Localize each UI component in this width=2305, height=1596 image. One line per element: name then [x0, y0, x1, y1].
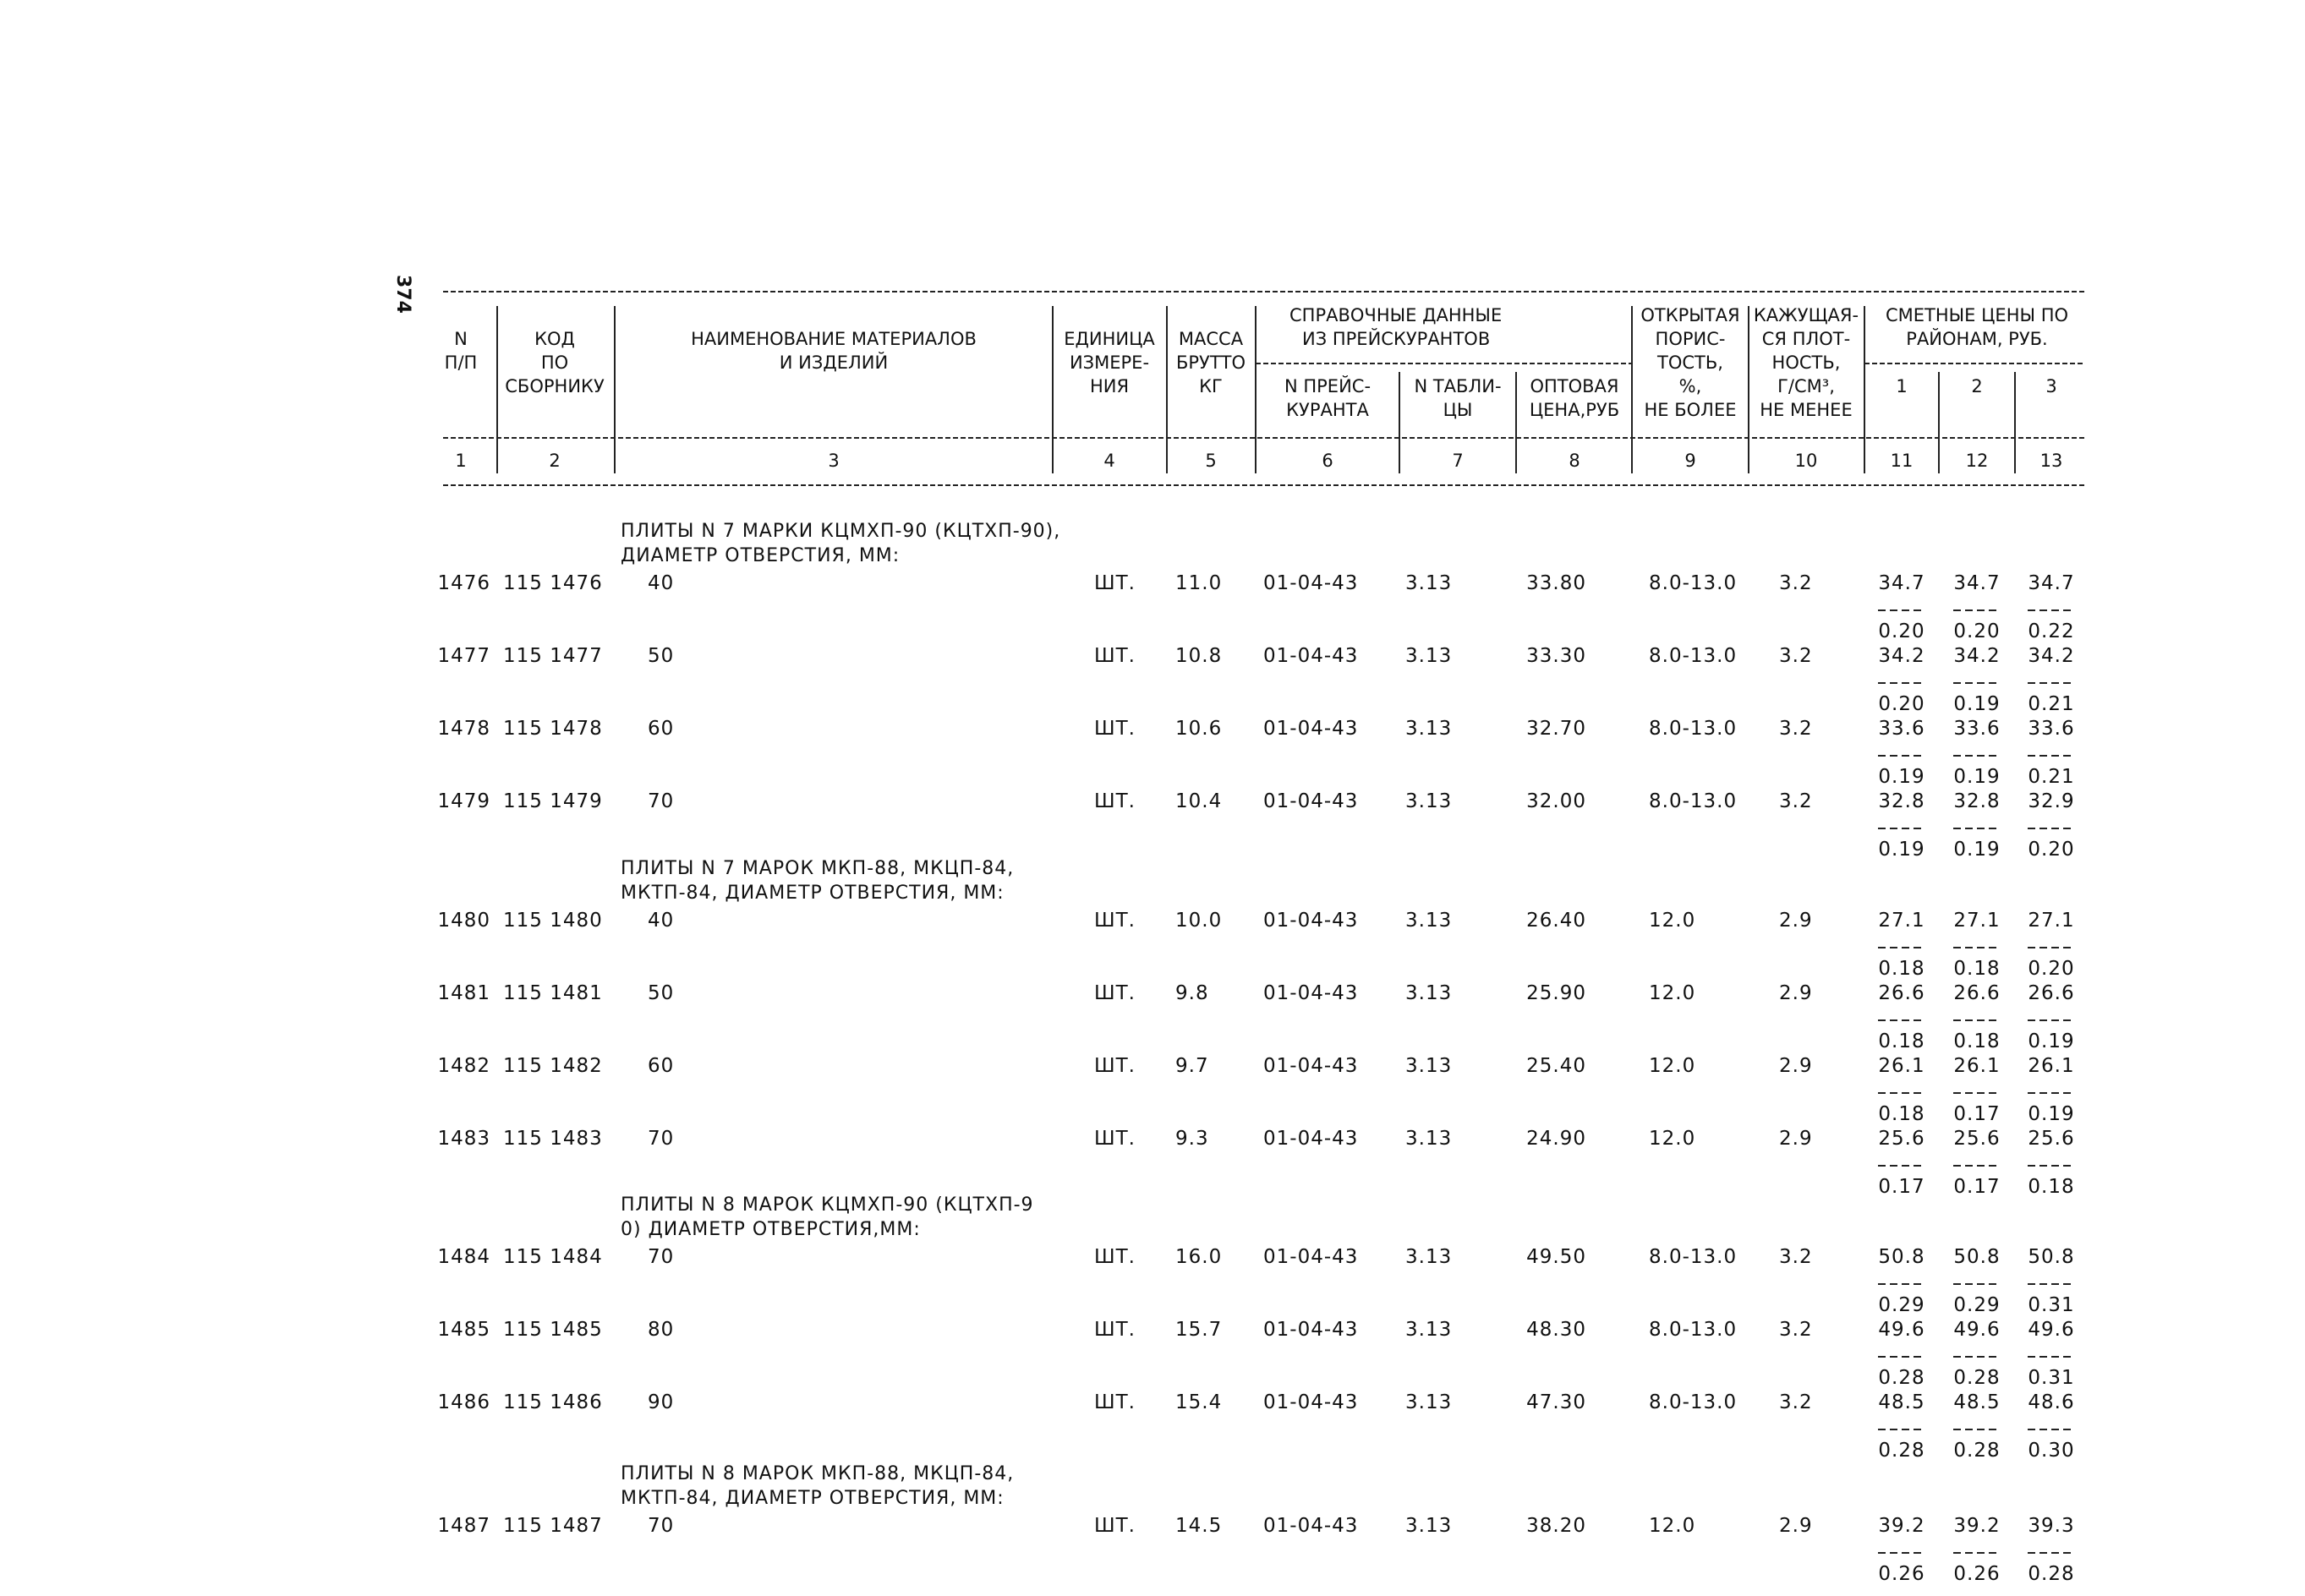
- hdr-col10-line3: НОСТЬ,: [1771, 353, 1841, 373]
- hdr-prices-group-line1: СМЕТНЫЕ ЦЕНЫ ПО: [1885, 305, 2069, 325]
- row-table-number: 3.13: [1405, 572, 1453, 594]
- row-wholesale-price: 26.40: [1526, 910, 1586, 932]
- row-region-sub-3: 0.30: [2028, 1440, 2075, 1462]
- row-table-number: 3.13: [1405, 1055, 1453, 1077]
- row-mass: 10.4: [1175, 790, 1223, 812]
- hdr-col9-line2: ПОРИС-: [1655, 329, 1726, 349]
- row-code: 115 1481: [503, 982, 603, 1004]
- row-unit: ШТ.: [1094, 572, 1136, 594]
- row-name: 80: [648, 1319, 675, 1341]
- row-table-number: 3.13: [1405, 1319, 1453, 1341]
- row-porosity: 8.0-13.0: [1649, 718, 1738, 740]
- hdr-col4-line2: ИЗМЕРЕ-: [1069, 353, 1150, 373]
- row-region-sub-2: 0.19: [1953, 839, 2001, 861]
- section-title-line2: МКТП-84, ДИАМЕТР ОТВЕРСТИЯ, ММ:: [621, 1488, 1005, 1509]
- row-region-sub-2: 0.19: [1953, 693, 2001, 715]
- row-table-number: 3.13: [1405, 790, 1453, 812]
- row-price-list: 01-04-43: [1263, 1055, 1359, 1077]
- hdr-col9-line3: ТОСТЬ,: [1657, 353, 1723, 373]
- hdr-ref-group-line2: ИЗ ПРЕЙСКУРАНТОВ: [1302, 329, 1491, 349]
- row-price-list: 01-04-43: [1263, 645, 1359, 667]
- row-porosity: 12.0: [1649, 982, 1696, 1004]
- row-code: 115 1478: [503, 718, 603, 740]
- row-wholesale-price: 48.30: [1526, 1319, 1586, 1341]
- row-region-price-2: 25.6: [1953, 1128, 2001, 1150]
- row-region-sub-3: 0.21: [2028, 766, 2075, 788]
- row-code: 115 1477: [503, 645, 603, 667]
- row-region-price-3: 39.3: [2028, 1515, 2075, 1537]
- colnum-5: 5: [1205, 451, 1217, 471]
- row-number: 1485: [437, 1319, 490, 1341]
- row-density: 2.9: [1779, 982, 1813, 1004]
- row-table-number: 3.13: [1405, 982, 1453, 1004]
- row-unit: ШТ.: [1094, 1391, 1136, 1413]
- row-mass: 11.0: [1175, 572, 1223, 594]
- row-wholesale-price: 32.00: [1526, 790, 1586, 812]
- row-density: 2.9: [1779, 1515, 1813, 1537]
- row-region-sub-1: 0.28: [1878, 1367, 1925, 1389]
- row-density: 3.2: [1779, 718, 1813, 740]
- colnum-1: 1: [455, 451, 467, 471]
- row-region-sub-2: 0.18: [1953, 958, 2001, 980]
- hdr-col6-line2: КУРАНТА: [1286, 400, 1369, 420]
- row-name: 70: [648, 1246, 675, 1268]
- row-wholesale-price: 25.90: [1526, 982, 1586, 1004]
- hdr-col4-line3: НИЯ: [1089, 376, 1130, 396]
- row-region-sub-2: 0.28: [1953, 1367, 2001, 1389]
- row-region-price-1: 34.7: [1878, 572, 1925, 594]
- row-price-list: 01-04-43: [1263, 1391, 1359, 1413]
- row-name: 60: [648, 718, 675, 740]
- row-porosity: 12.0: [1649, 910, 1696, 932]
- row-table-number: 3.13: [1405, 1515, 1453, 1537]
- row-wholesale-price: 24.90: [1526, 1128, 1586, 1150]
- row-region-price-2: 48.5: [1953, 1391, 2001, 1413]
- row-unit: ШТ.: [1094, 1515, 1136, 1537]
- row-region-price-3: 49.6: [2028, 1319, 2075, 1341]
- colnum-2: 2: [549, 451, 561, 471]
- row-price-list: 01-04-43: [1263, 790, 1359, 812]
- row-region-price-3: 25.6: [2028, 1128, 2075, 1150]
- row-density: 2.9: [1779, 910, 1813, 932]
- row-density: 3.2: [1779, 645, 1813, 667]
- row-region-sub-2: 0.29: [1953, 1294, 2001, 1316]
- row-region-price-2: 49.6: [1953, 1319, 2001, 1341]
- row-number: 1476: [437, 572, 490, 594]
- row-region-sub-1: 0.18: [1878, 1103, 1925, 1125]
- row-wholesale-price: 32.70: [1526, 718, 1586, 740]
- row-wholesale-price: 38.20: [1526, 1515, 1586, 1537]
- row-region-price-1: 32.8: [1878, 790, 1925, 812]
- row-region-sub-3: 0.28: [2028, 1563, 2075, 1585]
- row-region-price-2: 27.1: [1953, 910, 2001, 932]
- page-number: 374: [392, 275, 413, 314]
- row-region-price-1: 50.8: [1878, 1246, 1925, 1268]
- colnum-10: 10: [1794, 451, 1818, 471]
- row-name: 40: [648, 910, 675, 932]
- row-unit: ШТ.: [1094, 1055, 1136, 1077]
- hdr-col10-line5: НЕ МЕНЕЕ: [1760, 400, 1853, 420]
- row-unit: ШТ.: [1094, 982, 1136, 1004]
- hdr-col1-line1: N: [454, 329, 468, 349]
- row-region-sub-3: 0.31: [2028, 1294, 2075, 1316]
- section-title-line1: ПЛИТЫ N 7 МАРОК МКП-88, МКЦП-84,: [621, 858, 1015, 879]
- row-region-sub-3: 0.31: [2028, 1367, 2075, 1389]
- row-porosity: 12.0: [1649, 1515, 1696, 1537]
- row-region-price-3: 34.2: [2028, 645, 2075, 667]
- row-name: 70: [648, 790, 675, 812]
- colnum-13: 13: [2039, 451, 2063, 471]
- hdr-col10-line4: Г/СМ³,: [1777, 376, 1835, 396]
- row-region-price-1: 26.1: [1878, 1055, 1925, 1077]
- row-number: 1477: [437, 645, 490, 667]
- colnum-7: 7: [1452, 451, 1464, 471]
- hdr-col3-line1: НАИМЕНОВАНИЕ МАТЕРИАЛОВ: [691, 329, 977, 349]
- row-unit: ШТ.: [1094, 718, 1136, 740]
- hdr-col5-line1: МАССА: [1178, 329, 1244, 349]
- row-mass: 10.8: [1175, 645, 1223, 667]
- section-title-line1: ПЛИТЫ N 8 МАРОК КЦМХП-90 (КЦТХП-9: [621, 1194, 1034, 1216]
- row-price-list: 01-04-43: [1263, 1128, 1359, 1150]
- hdr-col2-line3: СБОРНИКУ: [505, 376, 605, 396]
- hdr-col4-line1: ЕДИНИЦА: [1064, 329, 1155, 349]
- row-region-price-2: 26.6: [1953, 982, 2001, 1004]
- row-region-sub-1: 0.29: [1878, 1294, 1925, 1316]
- hdr-col8-line1: ОПТОВАЯ: [1530, 376, 1619, 396]
- row-number: 1482: [437, 1055, 490, 1077]
- row-region-price-1: 34.2: [1878, 645, 1925, 667]
- row-density: 3.2: [1779, 1391, 1813, 1413]
- colnum-4: 4: [1103, 451, 1115, 471]
- row-region-price-1: 39.2: [1878, 1515, 1925, 1537]
- hdr-col9-line4: %,: [1678, 376, 1702, 396]
- row-porosity: 8.0-13.0: [1649, 790, 1738, 812]
- row-price-list: 01-04-43: [1263, 910, 1359, 932]
- row-name: 60: [648, 1055, 675, 1077]
- row-porosity: 8.0-13.0: [1649, 572, 1738, 594]
- row-region-price-3: 48.6: [2028, 1391, 2075, 1413]
- hdr-col10-line1: КАЖУЩАЯ-: [1753, 305, 1859, 325]
- row-region-sub-2: 0.18: [1953, 1030, 2001, 1052]
- colnum-6: 6: [1322, 451, 1333, 471]
- row-table-number: 3.13: [1405, 718, 1453, 740]
- row-region-price-2: 34.7: [1953, 572, 2001, 594]
- row-code: 115 1480: [503, 910, 603, 932]
- row-price-list: 01-04-43: [1263, 718, 1359, 740]
- row-name: 70: [648, 1128, 675, 1150]
- row-region-price-3: 34.7: [2028, 572, 2075, 594]
- row-code: 115 1482: [503, 1055, 603, 1077]
- row-mass: 10.0: [1175, 910, 1223, 932]
- row-porosity: 12.0: [1649, 1128, 1696, 1150]
- row-region-sub-1: 0.18: [1878, 958, 1925, 980]
- row-region-sub-3: 0.19: [2028, 1030, 2075, 1052]
- colnum-12: 12: [1965, 451, 1989, 471]
- row-density: 3.2: [1779, 790, 1813, 812]
- row-unit: ШТ.: [1094, 1246, 1136, 1268]
- row-mass: 9.3: [1175, 1128, 1209, 1150]
- row-region-sub-3: 0.18: [2028, 1176, 2075, 1198]
- hdr-region-2: 2: [1971, 376, 1983, 396]
- row-region-sub-3: 0.20: [2028, 958, 2075, 980]
- row-number: 1480: [437, 910, 490, 932]
- row-number: 1487: [437, 1515, 490, 1537]
- hdr-col8-line2: ЦЕНА,РУБ: [1529, 400, 1620, 420]
- row-region-sub-3: 0.20: [2028, 839, 2075, 861]
- colnum-11: 11: [1890, 451, 1914, 471]
- row-code: 115 1487: [503, 1515, 603, 1537]
- hdr-col6-line1: N ПРЕЙС-: [1284, 376, 1372, 396]
- row-region-price-3: 26.1: [2028, 1055, 2075, 1077]
- row-region-sub-3: 0.19: [2028, 1103, 2075, 1125]
- row-mass: 14.5: [1175, 1515, 1223, 1537]
- hdr-col5-line2: БРУТТО: [1175, 353, 1246, 373]
- row-region-sub-2: 0.28: [1953, 1440, 2001, 1462]
- section-title-line1: ПЛИТЫ N 8 МАРОК МКП-88, МКЦП-84,: [621, 1463, 1015, 1484]
- row-mass: 16.0: [1175, 1246, 1223, 1268]
- row-unit: ШТ.: [1094, 1319, 1136, 1341]
- section-title-line2: 0) ДИАМЕТР ОТВЕРСТИЯ,ММ:: [621, 1219, 921, 1240]
- row-region-sub-3: 0.21: [2028, 693, 2075, 715]
- hdr-col5-line3: КГ: [1199, 376, 1223, 396]
- row-unit: ШТ.: [1094, 910, 1136, 932]
- row-region-sub-3: 0.22: [2028, 620, 2075, 642]
- hdr-col9-line5: НЕ БОЛЕЕ: [1644, 400, 1737, 420]
- row-region-sub-1: 0.17: [1878, 1176, 1925, 1198]
- hdr-ref-group-line1: СПРАВОЧНЫЕ ДАННЫЕ: [1289, 305, 1503, 325]
- row-density: 3.2: [1779, 1319, 1813, 1341]
- colnum-3: 3: [828, 451, 840, 471]
- row-table-number: 3.13: [1405, 645, 1453, 667]
- row-code: 115 1479: [503, 790, 603, 812]
- row-region-price-3: 50.8: [2028, 1246, 2075, 1268]
- row-region-price-2: 34.2: [1953, 645, 2001, 667]
- row-unit: ШТ.: [1094, 790, 1136, 812]
- row-region-sub-2: 0.19: [1953, 766, 2001, 788]
- row-code: 115 1485: [503, 1319, 603, 1341]
- hdr-col10-line2: СЯ ПЛОТ-: [1761, 329, 1851, 349]
- row-name: 50: [648, 645, 675, 667]
- hdr-col9-line1: ОТКРЫТАЯ: [1640, 305, 1740, 325]
- hdr-col1-line2: П/П: [444, 353, 478, 373]
- row-region-price-3: 33.6: [2028, 718, 2075, 740]
- row-region-price-2: 32.8: [1953, 790, 2001, 812]
- row-wholesale-price: 25.40: [1526, 1055, 1586, 1077]
- row-region-sub-1: 0.20: [1878, 693, 1925, 715]
- row-table-number: 3.13: [1405, 1246, 1453, 1268]
- hdr-col2-line1: КОД: [534, 329, 575, 349]
- row-region-sub-2: 0.26: [1953, 1563, 2001, 1585]
- row-mass: 9.8: [1175, 982, 1209, 1004]
- row-region-sub-2: 0.17: [1953, 1103, 2001, 1125]
- row-table-number: 3.13: [1405, 1128, 1453, 1150]
- row-name: 70: [648, 1515, 675, 1537]
- row-density: 3.2: [1779, 1246, 1813, 1268]
- row-region-sub-1: 0.18: [1878, 1030, 1925, 1052]
- colnum-8: 8: [1569, 451, 1580, 471]
- row-mass: 15.4: [1175, 1391, 1223, 1413]
- hdr-col3-line2: И ИЗДЕЛИЙ: [779, 353, 889, 373]
- hdr-col2-line2: ПО: [540, 353, 569, 373]
- row-unit: ШТ.: [1094, 645, 1136, 667]
- row-region-price-2: 39.2: [1953, 1515, 2001, 1537]
- row-name: 40: [648, 572, 675, 594]
- row-region-price-1: 27.1: [1878, 910, 1925, 932]
- row-price-list: 01-04-43: [1263, 572, 1359, 594]
- section-title-line2: ДИАМЕТР ОТВЕРСТИЯ, ММ:: [621, 545, 901, 566]
- row-density: 2.9: [1779, 1055, 1813, 1077]
- row-porosity: 8.0-13.0: [1649, 1246, 1738, 1268]
- row-density: 3.2: [1779, 572, 1813, 594]
- hdr-col7-line1: N ТАБЛИ-: [1414, 376, 1502, 396]
- row-porosity: 8.0-13.0: [1649, 645, 1738, 667]
- row-table-number: 3.13: [1405, 910, 1453, 932]
- row-code: 115 1486: [503, 1391, 603, 1413]
- row-wholesale-price: 33.30: [1526, 645, 1586, 667]
- row-number: 1486: [437, 1391, 490, 1413]
- row-number: 1479: [437, 790, 490, 812]
- row-region-sub-1: 0.19: [1878, 839, 1925, 861]
- row-name: 90: [648, 1391, 675, 1413]
- row-region-price-3: 27.1: [2028, 910, 2075, 932]
- row-wholesale-price: 47.30: [1526, 1391, 1586, 1413]
- row-region-price-3: 26.6: [2028, 982, 2075, 1004]
- row-table-number: 3.13: [1405, 1391, 1453, 1413]
- row-region-sub-1: 0.26: [1878, 1563, 1925, 1585]
- row-region-price-2: 50.8: [1953, 1246, 2001, 1268]
- row-region-price-1: 49.6: [1878, 1319, 1925, 1341]
- hdr-prices-group-line2: РАЙОНАМ, РУБ.: [1906, 329, 2048, 349]
- row-porosity: 12.0: [1649, 1055, 1696, 1077]
- row-unit: ШТ.: [1094, 1128, 1136, 1150]
- colnum-9: 9: [1684, 451, 1696, 471]
- row-region-price-2: 33.6: [1953, 718, 2001, 740]
- row-region-price-1: 25.6: [1878, 1128, 1925, 1150]
- row-price-list: 01-04-43: [1263, 1246, 1359, 1268]
- row-region-price-2: 26.1: [1953, 1055, 2001, 1077]
- section-title-line2: МКТП-84, ДИАМЕТР ОТВЕРСТИЯ, ММ:: [621, 883, 1005, 904]
- row-region-sub-1: 0.20: [1878, 620, 1925, 642]
- hdr-region-1: 1: [1896, 376, 1908, 396]
- row-price-list: 01-04-43: [1263, 982, 1359, 1004]
- row-region-sub-2: 0.20: [1953, 620, 2001, 642]
- row-number: 1481: [437, 982, 490, 1004]
- row-region-price-3: 32.9: [2028, 790, 2075, 812]
- row-code: 115 1484: [503, 1246, 603, 1268]
- row-price-list: 01-04-43: [1263, 1319, 1359, 1341]
- row-porosity: 8.0-13.0: [1649, 1319, 1738, 1341]
- row-number: 1484: [437, 1246, 490, 1268]
- row-price-list: 01-04-43: [1263, 1515, 1359, 1537]
- row-mass: 9.7: [1175, 1055, 1209, 1077]
- row-wholesale-price: 49.50: [1526, 1246, 1586, 1268]
- hdr-region-3: 3: [2045, 376, 2057, 396]
- row-code: 115 1476: [503, 572, 603, 594]
- row-region-price-1: 26.6: [1878, 982, 1925, 1004]
- row-porosity: 8.0-13.0: [1649, 1391, 1738, 1413]
- row-region-price-1: 48.5: [1878, 1391, 1925, 1413]
- row-mass: 10.6: [1175, 718, 1223, 740]
- row-mass: 15.7: [1175, 1319, 1223, 1341]
- row-region-price-1: 33.6: [1878, 718, 1925, 740]
- row-region-sub-1: 0.19: [1878, 766, 1925, 788]
- row-wholesale-price: 33.80: [1526, 572, 1586, 594]
- row-name: 50: [648, 982, 675, 1004]
- section-title-line1: ПЛИТЫ N 7 МАРКИ КЦМХП-90 (КЦТХП-90),: [621, 521, 1061, 542]
- row-number: 1483: [437, 1128, 490, 1150]
- row-region-sub-1: 0.28: [1878, 1440, 1925, 1462]
- row-number: 1478: [437, 718, 490, 740]
- row-region-sub-2: 0.17: [1953, 1176, 2001, 1198]
- row-density: 2.9: [1779, 1128, 1813, 1150]
- row-code: 115 1483: [503, 1128, 603, 1150]
- hdr-col7-line2: ЦЫ: [1443, 400, 1473, 420]
